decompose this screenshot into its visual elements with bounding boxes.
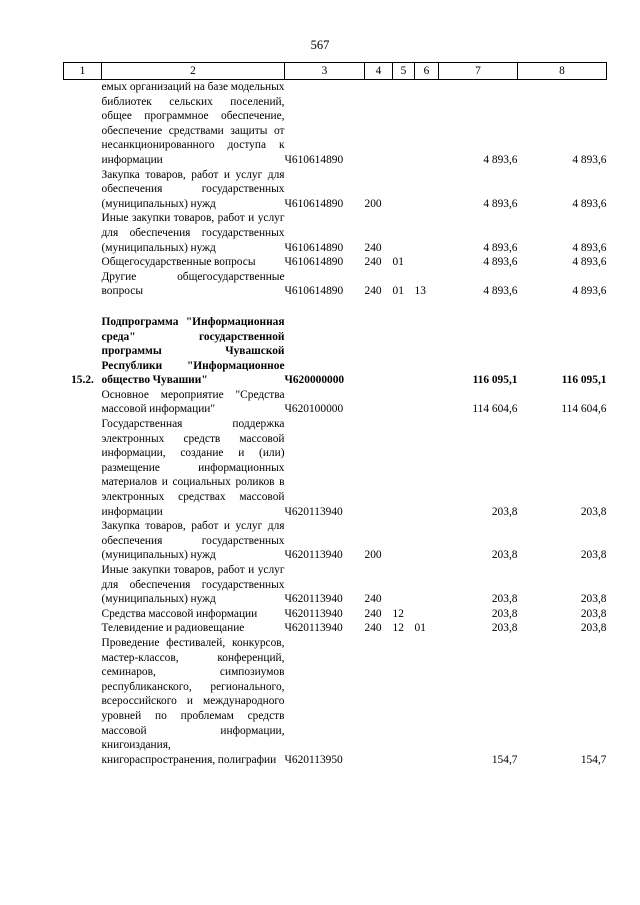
row-amount-1: 154,7	[491, 753, 518, 766]
header-col-7: 7	[439, 63, 518, 80]
row-amount-2: 203,8	[580, 607, 607, 620]
row-amount-1: 4 893,6	[483, 197, 518, 210]
row-expense-type: 200	[364, 549, 382, 562]
row-section	[393, 519, 415, 563]
header-col-5: 5	[393, 63, 415, 80]
table-row	[64, 255, 607, 270]
row-amount-2: 203,8	[580, 549, 607, 562]
row-subsection	[415, 519, 439, 563]
row-amount-2: 203,8	[580, 622, 607, 635]
row-amount-2: 4 893,6	[572, 285, 607, 298]
row-number	[64, 270, 102, 299]
row-amount-2: 203,8	[580, 593, 607, 606]
row-number	[64, 636, 102, 767]
header-col-4: 4	[365, 63, 393, 80]
row-amount-1: 4 893,6	[483, 153, 518, 166]
row-amount-1: 203,8	[491, 593, 518, 606]
row-expense-type	[365, 80, 393, 168]
row-number: 15.2.	[71, 374, 94, 387]
header-col-3: 3	[285, 63, 365, 80]
header-row	[64, 63, 607, 80]
row-section	[393, 636, 415, 767]
row-amount-2: 203,8	[580, 505, 607, 518]
row-name: Общегосударственные вопросы	[101, 256, 256, 269]
row-subsection	[415, 388, 439, 417]
row-amount-1: 114 604,6	[472, 403, 518, 416]
table-row	[64, 80, 607, 168]
row-amount-2: 4 893,6	[572, 256, 607, 269]
table-body	[64, 80, 607, 768]
row-code: Ч610614890	[284, 241, 344, 254]
row-expense-type	[365, 315, 393, 388]
row-code: Ч620000000	[284, 374, 345, 387]
row-section	[393, 168, 415, 212]
row-expense-type: 240	[364, 285, 382, 298]
row-subsection	[415, 636, 439, 767]
row-section	[393, 80, 415, 168]
row-number	[64, 417, 102, 519]
row-subsection: 13	[414, 285, 426, 298]
table-row	[64, 621, 607, 636]
budget-table	[63, 62, 607, 767]
row-code: Ч620100000	[284, 403, 344, 416]
row-subsection	[415, 255, 439, 270]
row-code: Ч610614890	[284, 153, 344, 166]
row-expense-type: 240	[364, 241, 382, 254]
row-code: Ч610614890	[284, 256, 344, 269]
row-subsection	[415, 563, 439, 607]
row-subsection	[415, 168, 439, 212]
row-code: Ч610614890	[284, 285, 344, 298]
row-expense-type	[365, 636, 393, 767]
row-number	[64, 168, 102, 212]
row-section	[393, 211, 415, 255]
row-amount-1: 203,8	[491, 622, 518, 635]
row-amount-2: 4 893,6	[572, 241, 607, 254]
row-amount-1: 4 893,6	[483, 285, 518, 298]
table-row	[64, 563, 607, 607]
row-number	[64, 211, 102, 255]
row-section	[393, 417, 415, 519]
table-row	[64, 519, 607, 563]
row-name: емых организаций на базе модельных библиотек сельских поселений, общее программное обеспечение, обеспечение средствами защиты от несанкционированного доступа к информации	[101, 81, 285, 166]
spacer-cell	[64, 299, 607, 315]
row-expense-type: 240	[364, 622, 382, 635]
row-number	[64, 255, 102, 270]
row-name: Закупка товаров, работ и услуг для обеспечения государственных (муниципальных) нужд	[101, 168, 285, 210]
row-amount-2: 4 893,6	[572, 197, 607, 210]
row-name: Другие общегосударственные вопросы	[101, 270, 285, 298]
row-number	[64, 519, 102, 563]
row-section	[393, 563, 415, 607]
row-amount-1: 116 095,1	[472, 374, 518, 387]
table-row	[64, 315, 607, 388]
row-number	[64, 563, 102, 607]
row-name: Подпрограмма "Информационная среда" государственной программы Чувашской Республики "Информационное общество Чувашии"	[101, 315, 285, 387]
row-number	[64, 621, 102, 636]
table-row	[64, 636, 607, 767]
row-number	[64, 607, 102, 622]
row-subsection	[415, 211, 439, 255]
row-number	[64, 80, 102, 168]
row-name: Телевидение и радиовещание	[101, 622, 245, 635]
table-row	[64, 168, 607, 212]
table-row	[64, 211, 607, 255]
header-col-1: 1	[64, 63, 102, 80]
header-col-8: 8	[518, 63, 607, 80]
row-subsection	[415, 607, 439, 622]
row-name: Средства массовой информации	[101, 607, 258, 620]
row-section	[393, 315, 415, 388]
row-number	[64, 388, 102, 417]
row-amount-1: 203,8	[491, 505, 518, 518]
row-amount-1: 203,8	[491, 607, 518, 620]
row-expense-type: 200	[364, 197, 382, 210]
table-row	[64, 607, 607, 622]
row-section	[393, 388, 415, 417]
row-name: Проведение фестивалей, конкурсов, мастер-классов, конференций, семинаров, симпозиумов республиканского, регионального, всероссийского и международного уровней по проблемам средств массовой информации, книгоиздания, книгораспространения, полиграфии	[101, 636, 285, 766]
row-code: Ч620113940	[284, 607, 343, 620]
header-col-6: 6	[415, 63, 439, 80]
row-code: Ч620113940	[284, 622, 343, 635]
row-section: 12	[392, 622, 404, 635]
row-code: Ч620113940	[284, 593, 343, 606]
row-subsection	[415, 315, 439, 388]
row-expense-type: 240	[364, 256, 382, 269]
row-amount-2: 154,7	[580, 753, 607, 766]
header-col-2: 2	[102, 63, 285, 80]
row-expense-type	[365, 388, 393, 417]
row-amount-1: 4 893,6	[483, 241, 518, 254]
row-code: Ч620113950	[284, 753, 343, 766]
row-expense-type: 240	[364, 593, 382, 606]
row-subsection	[415, 417, 439, 519]
table-row	[64, 270, 607, 299]
row-amount-2: 4 893,6	[572, 153, 607, 166]
row-name: Закупка товаров, работ и услуг для обеспечения государственных (муниципальных) нужд	[101, 520, 285, 562]
row-subsection	[415, 80, 439, 168]
row-section: 01	[392, 285, 404, 298]
row-name: Иные закупки товаров, работ и услуг для обеспечения государственных (муниципальных) нужд	[101, 564, 285, 606]
row-name: Иные закупки товаров, работ и услуг для обеспечения государственных (муниципальных) нужд	[101, 212, 285, 254]
row-expense-type: 240	[364, 607, 382, 620]
row-amount-2: 114 604,6	[561, 403, 607, 416]
row-section: 12	[392, 607, 404, 620]
row-code: Ч620113940	[284, 505, 343, 518]
row-subsection: 01	[414, 622, 426, 635]
row-amount-2: 116 095,1	[561, 374, 607, 387]
table-row	[64, 417, 607, 519]
table-row	[64, 388, 607, 417]
row-amount-1: 4 893,6	[483, 256, 518, 269]
row-name: Государственная поддержка электронных средств массовой информации, создание и (или) размещение информационных материалов и социальных роликов в электронных средствах массовой информации	[101, 418, 285, 518]
row-section: 01	[392, 256, 404, 269]
row-code: Ч610614890	[284, 197, 344, 210]
row-expense-type	[365, 417, 393, 519]
row-name: Основное мероприятие "Средства массовой информации"	[101, 388, 285, 416]
page-number: 567	[310, 38, 330, 52]
row-amount-1: 203,8	[491, 549, 518, 562]
row-code: Ч620113940	[284, 549, 343, 562]
spacer-row	[64, 299, 607, 315]
